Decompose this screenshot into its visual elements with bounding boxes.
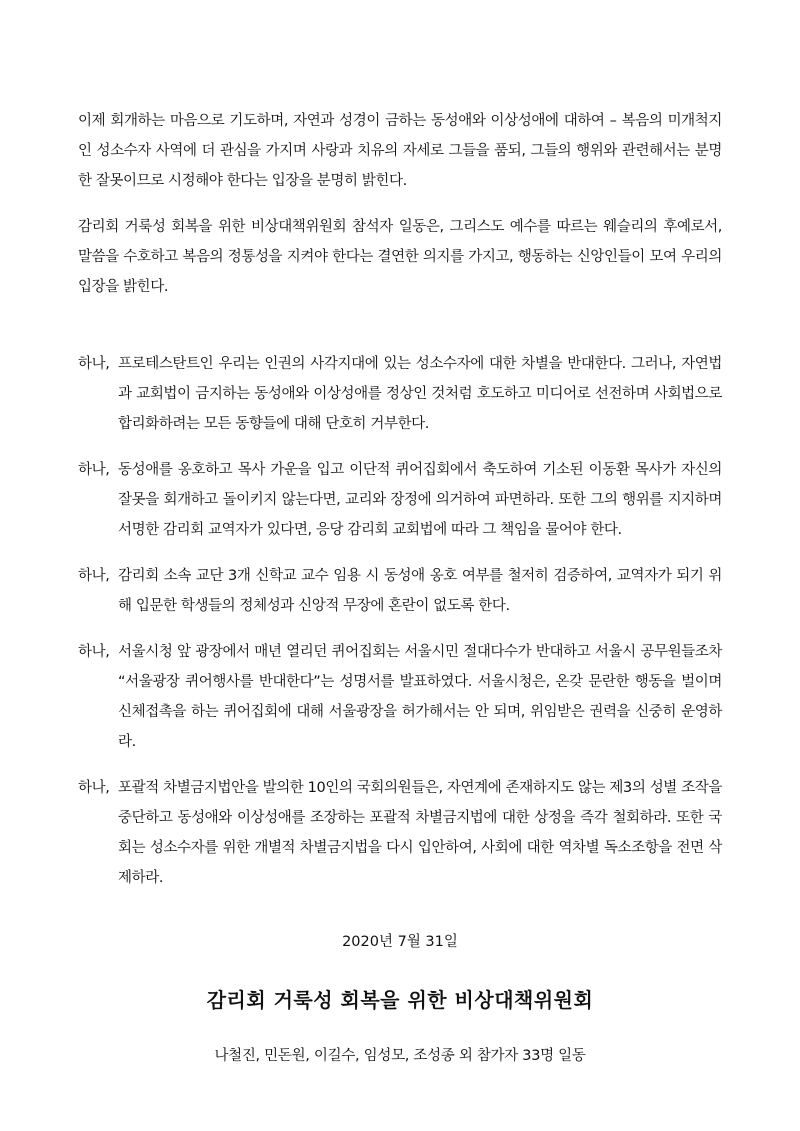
item-marker: 하나, [78, 568, 110, 584]
item-marker: 하나, [78, 462, 110, 478]
item-marker: 하나, [78, 356, 110, 372]
organization-name: 감리회 거룩성 회복을 위한 비상대책위원회 [206, 988, 594, 1012]
document-date: 2020년 7월 31일 [342, 934, 458, 950]
resolution-text-3: 감리회 소속 교단 3개 신학교 교수 임용 시 동성애 옹호 여부를 철저히 검증하여, 교역자가 되기 위해 입문한 학생들의 정체성과 신앙적 무장에 혼란이 없도록 한다. [118, 568, 722, 614]
signers-line: 나철진, 민돈원, 이길수, 임성모, 조성종 외 참가자 33명 일동 [214, 1048, 586, 1064]
resolution-text-1: 프로테스탄트인 우리는 인권의 사각지대에 있는 성소수자에 대한 차별을 반대한다. 그러나, 자연법과 교회법이 금지하는 동성애와 이상성애를 정상인 것처럼 호도하고 미디어로 선전하며 사회법으로 합리화하려는 모든 동향들에 대해 단호히 거부한다. [118, 356, 722, 432]
resolution-text-4: 서울시청 앞 광장에서 매년 열리던 퀴어집회는 서울시민 절대다수가 반대하고 서울시 공무원들조차 “서울광장 퀴어행사를 반대한다”는 성명서를 발표하였다. 서울시청은, 온갖 문란한 행동을 벌이며 신체접촉을 하는 퀴어집회에 대해 서울광장을 허가해서는 안 되며, 위임받은 권력을 신중히 운영하라. [118, 644, 722, 750]
item-marker: 하나, [78, 644, 110, 660]
intro-paragraph-2: 감리회 거룩성 회복을 위한 비상대책위원회 참석자 일동은, 그리스도 예수를 따르는 웨슬리의 후예로서, 말씀을 수호하고 복음의 정통성을 지켜야 한다는 결연한 의지를 가지고, 행동하는 신앙인들이 모여 우리의 입장을 밝힌다. [78, 219, 722, 295]
document-page [78, 106, 722, 1071]
intro-paragraph-1: 이제 회개하는 마음으로 기도하며, 자연과 성경이 금하는 동성애와 이상성애에 대하여 – 복음의 미개척지인 성소수자 사역에 더 관심을 가지며 사랑과 치유의 자세로 그들을 품되, 그들의 행위와 관련해서는 분명한 잘못이므로 시정해야 한다는 입장을 분명히 밝힌다. [78, 113, 722, 189]
section-spacer [78, 318, 722, 349]
item-marker: 하나, [78, 780, 110, 796]
resolution-item-4 [78, 637, 722, 757]
resolution-item-2 [78, 455, 722, 545]
resolution-item-5 [78, 773, 722, 893]
resolution-text-2: 동성애를 옹호하고 목사 가운을 입고 이단적 퀴어집회에서 축도하여 기소된 이동환 목사가 자신의 잘못을 회개하고 돌이키지 않는다면, 교리와 장정에 의거하여 파면하라. 또한 그의 행위를 지지하며 서명한 감리회 교역자가 있다면, 응당 감리회 교회법에 따라 그 책임을 물어야 한다. [118, 462, 722, 538]
resolution-item-1 [78, 349, 722, 439]
resolution-item-3 [78, 561, 722, 621]
resolution-text-5: 포괄적 차별금지법안을 발의한 10인의 국회의원들은, 자연계에 존재하지도 않는 제3의 성별 조작을 중단하고 동성애와 이상성애를 조장하는 포괄적 차별금지법에 대한 상정을 즉각 철회하라. 또한 국회는 성소수자를 위한 개별적 차별금지법을 다시 입안하여, 사회에 대한 역차별 독소조항을 전면 삭제하라. [118, 780, 722, 886]
